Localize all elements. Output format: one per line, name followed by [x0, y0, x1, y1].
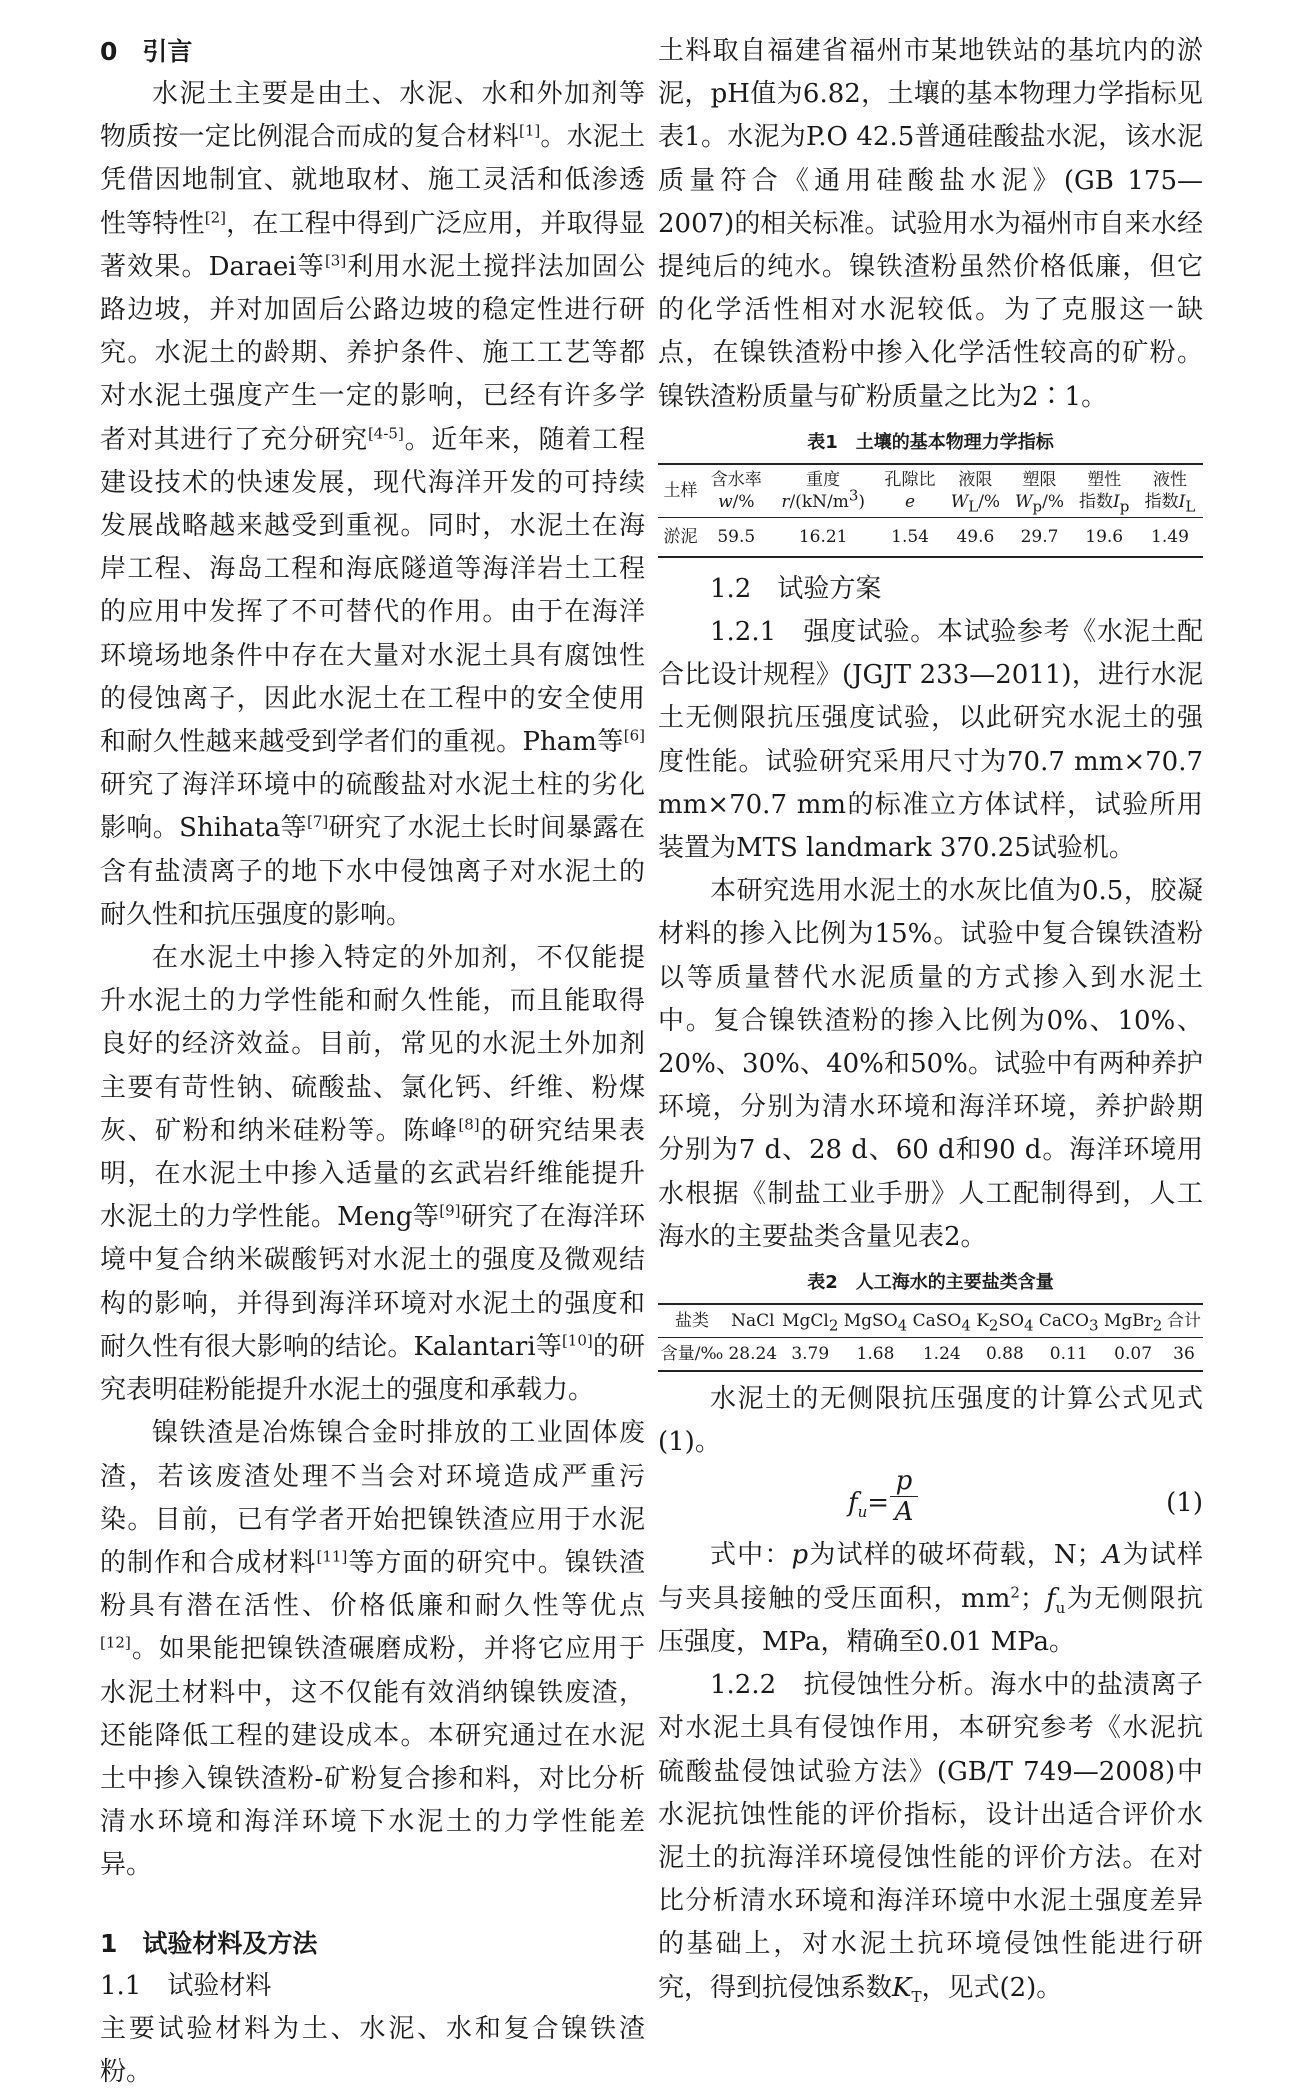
denominator: A: [894, 1497, 914, 1528]
right-column: [658, 30, 1203, 2010]
intro-heading: 0 引言: [100, 37, 193, 66]
table-header-cell: K2SO4: [976, 1311, 1034, 1335]
table-header-cell: 塑性 指数Ip: [1079, 469, 1130, 516]
table-cell: 28.24: [728, 1344, 778, 1365]
intro-paragraph-1: 水泥土主要是由土、水泥、水和外加剂等物质按一定比例混合而成的复合材料[1]。水泥土凭借因地制宜、就地取材、施工灵活和低渗透性等特性[2]，在工程中得到广泛应用，并取得显著效果。Daraei等[3]利用水泥土搅拌法加固公路边坡，并对加固后公路边坡的稳定性进行研究。水泥土的龄期、养护条件、施工工艺等都对水泥土强度产生一定的影响，已经有许多学者对其进行了充分研究[4-5]。近年来，随着工程建设技术的快速发展，现代海洋开发的可持续发展战略越来越受到重视。同时，水泥土在海岸工程、海岛工程和海底隧道等海洋岩土工程的应用中发挥了不可替代的作用。由于在海洋环境场地条件中存在大量对水泥土具有腐蚀性的侵蚀离子，因此水泥土在工程中的安全使用和耐久性越来越受到学者们的重视。Pham等[6]研究了海洋环境中的硫酸盐对水泥土柱的劣化影响。Shihata等[7]研究了水泥土长时间暴露在含有盐渍离子的地下水中侵蚀离子对水泥土的耐久性和抗压强度的影响。: [100, 79, 645, 930]
intro-paragraph-3: 镍铁渣是冶炼镍合金时排放的工业固体废渣，若该废渣处理不当会对环境造成严重污染。目前，已有学者开始把镍铁渣应用于水泥的制作和合成材料[11]等方面的研究中。镍铁渣粉具有潜在活性、价格低廉和耐久性等优点[12]。如果能把镍铁渣碾磨成粉，并将它应用于水泥土材料中，这不仅能有效消纳镍铁废渣，还能降低工程的建设成本。本研究通过在水泥土中掺入镍铁渣粉-矿粉复合掺和料，对比分析清水环境和海洋环境下水泥土的力学性能差异。: [100, 1418, 645, 1881]
table-header-cell: 含水率 w/%: [710, 469, 762, 512]
table-cell: 19.6: [1085, 526, 1124, 547]
citation-ref: [3]: [324, 251, 347, 270]
table-header-cell: MgSO4: [843, 1311, 908, 1335]
symbol-definitions-paragraph: 式中：p为试样的破坏荷载，N；A为试样与夹具接触的受压面积，$mm^2$；$f_u$为无侧限抗压强度，MPa，精确至0.01 MPa。: [658, 1540, 1203, 1657]
table-cell: 淤泥: [663, 526, 698, 547]
table-cell: 49.6: [956, 526, 995, 547]
table-cell: 3.79: [791, 1344, 830, 1365]
table-2-caption: 表2 人工海水的主要盐类含量: [807, 1272, 1054, 1294]
table-header-cell: 合计: [1166, 1311, 1201, 1332]
table-cell: 1.54: [891, 526, 929, 547]
table-header-cell: NaCl: [731, 1311, 775, 1332]
numerator: p: [895, 1466, 913, 1497]
corrosion-analysis-paragraph: 1.2.2 抗侵蚀性分析。海水中的盐渍离子对水泥土具有侵蚀作用，本研究参考《水泥抗硫酸盐侵蚀试验方法》(GB/T 749—2008)中水泥抗蚀性能的评价指标，设计出适合评价水泥土的抗海洋环境侵蚀性能的评价方法。在对比分析清水环境和海洋环境中水泥土强度差异的基础上，对水泥土抗环境侵蚀性能进行研究，得到抗侵蚀系数$K_T$，见式(2)。: [658, 1670, 1203, 2006]
strength-test-paragraph: 1.2.1 强度试验。本试验参考《水泥土配合比设计规程》(JGJT 233—2011)，进行水泥土无侧限抗压强度试验，以此研究水泥土的强度性能。试验研究采用尺寸为70.7 mm×70.7 mm×70.7 mm的标准立方体试样，试验所用装置为MTS landmark 370.25试验机。: [658, 617, 1203, 864]
formula-intro-paragraph: 水泥土的无侧限抗压强度的计算公式见式(1)。: [658, 1384, 1203, 1458]
table-cell: 0.88: [985, 1344, 1024, 1365]
table-cell: 36: [1173, 1344, 1195, 1365]
intro-paragraph-2: 在水泥土中掺入特定的外加剂，不仅能提升水泥土的力学性能和耐久性能，而且能取得良好的经济效益。目前，常见的水泥土外加剂主要有苛性钠、硫酸盐、氯化钙、纤维、粉煤灰、矿粉和纳米硅粉等。陈峰[8]的研究结果表明，在水泥土中掺入适量的玄武岩纤维能提升水泥土的力学性能。Meng等[9]研究了在海洋环境中复合纳米碳酸钙对水泥土的强度及微观结构的影响，并得到海洋环境对水泥土的强度和耐久性有很大影响的结论。Kalantari等[10]的研究表明硅粉能提升水泥土的强度和承载力。: [100, 943, 645, 1406]
table-header-row: [658, 464, 1203, 518]
table-header-cell: 液限 WL/%: [950, 469, 1001, 516]
table-header-row: [658, 1304, 1203, 1338]
table-header-cell: 重度 r/(kN/m3): [781, 469, 866, 512]
table-cell: 59.5: [717, 526, 756, 547]
equation-lhs: $f_u=$: [848, 1488, 890, 1522]
table-header-cell: CaSO4: [912, 1311, 971, 1335]
table-cell: 1.24: [922, 1344, 961, 1365]
section-1-2-heading: 1.2 试验方案: [710, 573, 882, 604]
table-header-cell: MgCl2: [782, 1311, 839, 1335]
citation-ref: [11]: [316, 1547, 348, 1566]
table-header-cell: 盐类: [675, 1311, 710, 1332]
table-header-cell: 液性 指数IL: [1144, 469, 1196, 516]
table-1-soil-properties: [658, 463, 1203, 558]
table-cell: 29.7: [1020, 526, 1059, 547]
citation-ref: [9]: [439, 1201, 461, 1220]
table-header-cell: CaCO3: [1038, 1311, 1099, 1335]
table-header-cell: 塑限 Wp/%: [1015, 469, 1064, 516]
citation-ref: [12]: [100, 1633, 131, 1652]
table-cell: 16.21: [798, 526, 848, 547]
table-header-cell: 土样: [663, 480, 698, 501]
table-row: [658, 1338, 1203, 1372]
equation-number: (1): [1166, 1488, 1203, 1519]
mix-design-paragraph: 本研究选用水泥土的水灰比值为0.5，胶凝材料的掺入比例为15%。试验中复合镍铁渣粉以等质量替代水泥质量的方式掺入到水泥土中。复合镍铁渣粉的掺入比例为0%、10%、20%、30%、40%和50%。试验中有两种养护环境，分别为清水环境和海洋环境，养护龄期分别为7 d、28 d、60 d和90 d。海洋环境用水根据《制盐工业手册》人工配制得到，人工海水的主要盐类含量见表2。: [658, 876, 1203, 1252]
table-cell: 1.49: [1151, 526, 1189, 547]
citation-ref: [1]: [518, 121, 541, 140]
materials-paragraph-start: 主要试验材料为土、水泥、水和复合镍铁渣粉。: [100, 2013, 645, 2087]
citation-ref: [2]: [204, 207, 226, 226]
equation-1: [658, 1468, 1203, 1532]
section-1-1-heading: 1.1 试验材料: [100, 1970, 272, 2001]
table-cell: 含量/‰: [660, 1344, 724, 1365]
table-cell: 0.07: [1114, 1344, 1153, 1365]
equation-fraction: [890, 1466, 918, 1527]
citation-ref: [8]: [458, 1115, 480, 1134]
table-header-cell: 孔隙比 e: [884, 469, 936, 512]
table-1-caption: 表1 土壤的基本物理力学指标: [807, 431, 1054, 453]
citation-ref: [7]: [307, 812, 329, 831]
table-row: [658, 517, 1203, 557]
materials-paragraph-cont: 土料取自福建省福州市某地铁站的基坑内的淤泥，pH值为6.82，土壤的基本物理力学指标见表1。水泥为P.O 42.5普通硅酸盐水泥，该水泥质量符合《通用硅酸盐水泥》(GB 175—2007)的相关标准。试验用水为福州市自来水经提纯后的纯水。镍铁渣粉虽然价格低廉，但它的化学活性相对水泥较低。为了克服这一缺点，在镍铁渣粉中掺入化学活性较高的矿粉。镍铁渣粉质量与矿粉质量之比为2∶1。: [658, 36, 1203, 412]
citation-ref: [4-5]: [367, 423, 404, 442]
citation-ref: [10]: [561, 1331, 593, 1350]
table-header-cell: MgBr2: [1103, 1311, 1163, 1335]
left-column: [100, 30, 645, 2094]
citation-ref: [6]: [623, 726, 645, 745]
table-cell: 0.11: [1049, 1344, 1088, 1365]
table-2-seawater-salts: [658, 1303, 1203, 1372]
section-1-heading: 1 试验材料及方法: [100, 1928, 318, 1958]
table-cell: 1.68: [856, 1344, 895, 1365]
